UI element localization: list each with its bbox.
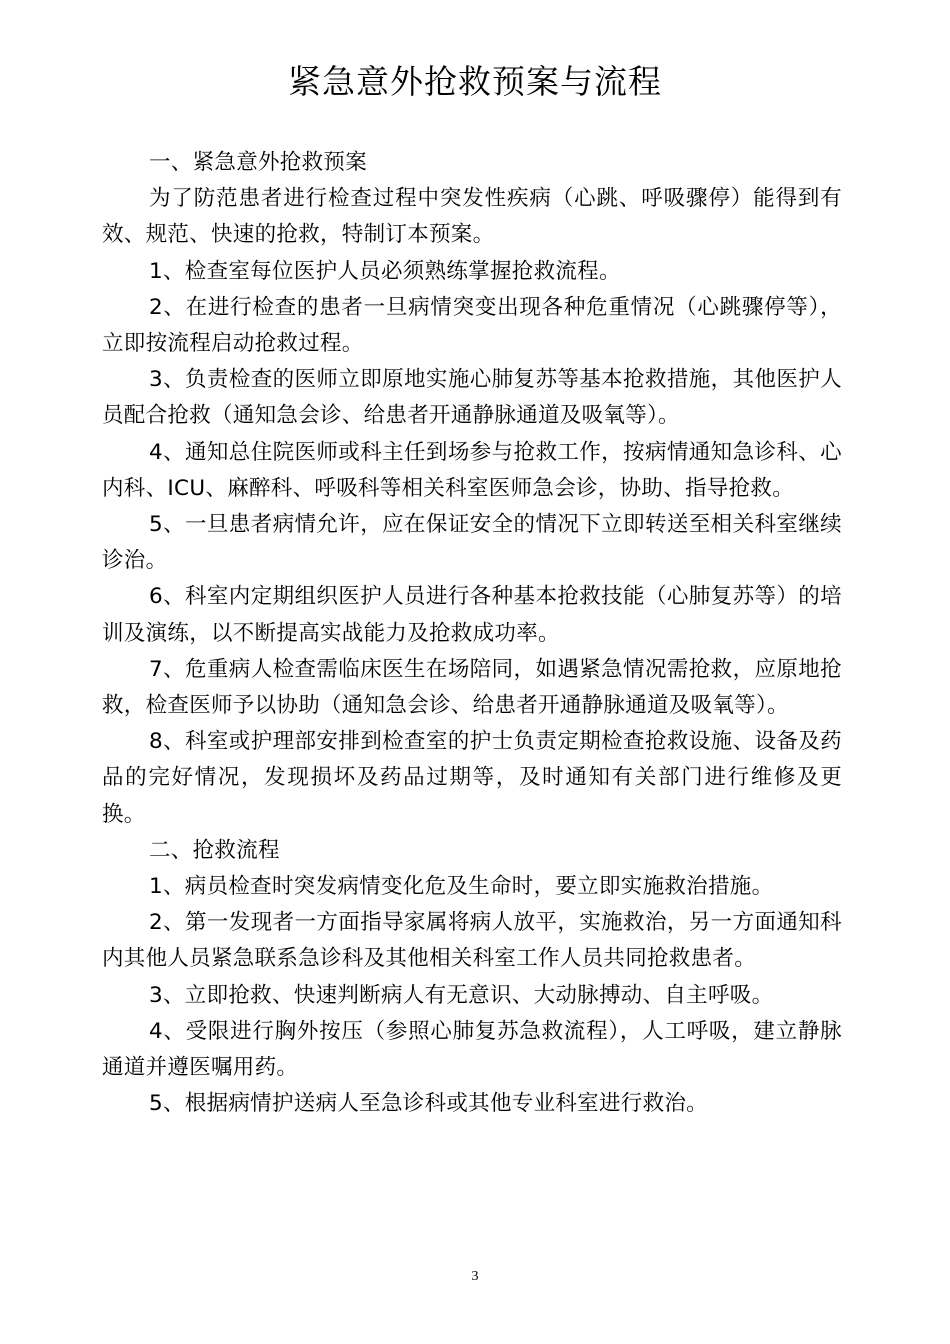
document-title: 紧急意外抢救预案与流程	[288, 62, 662, 101]
plan-item-2: 2、在进行检查的患者一旦病情突变出现各种危重情况（心跳骤停等），立即按流程启动抢救过程。	[102, 294, 842, 357]
plan-item-8: 8、科室或护理部安排到检查室的护士负责定期检查抢救设施、设备及药品的完好情况，发现损坏及药品过期等，及时通知有关部门进行维修及更换。	[102, 729, 842, 827]
plan-item-6: 6、科室内定期组织医护人员进行各种基本抢救技能（心肺复苏等）的培训及演练，以不断提高实战能力及抢救成功率。	[102, 584, 842, 646]
intro-paragraph: 为了防范患者进行检查过程中突发性疾病（心跳、呼吸骤停）能得到有效、规范、快速的抢救，特制订本预案。	[102, 186, 842, 248]
section-heading-plan: 一、紧急意外抢救预案	[149, 150, 368, 175]
section-heading-process: 二、抢救流程	[149, 837, 280, 863]
process-item-5: 5、根据病情护送病人至急诊科或其他专业科室进行救治。	[149, 1091, 708, 1117]
plan-item-4: 4、通知总住院医师或科主任到场参与抢救工作，按病情通知急诊科、心内科、ICU、麻醉科、呼吸科等相关科室医师急会诊，协助、指导抢救。	[102, 439, 842, 501]
process-item-3: 3、立即抢救、快速判断病人有无意识、大动脉搏动、自主呼吸。	[149, 982, 774, 1008]
process-item-4: 4、受限进行胸外按压（参照心肺复苏急救流程），人工呼吸，建立静脉通道并遵医嘱用药。	[102, 1018, 842, 1081]
process-item-1: 1、病员检查时突发病情变化危及生命时，要立即实施救治措施。	[149, 874, 774, 900]
plan-item-5: 5、一旦患者病情允许，应在保证安全的情况下立即转送至相关科室继续诊治。	[102, 512, 842, 574]
plan-item-3: 3、负责检查的医师立即原地实施心肺复苏等基本抢救措施，其他医护人员配合抢救（通知急会诊、给患者开通静脉通道及吸氧等）。	[102, 367, 842, 429]
plan-item-7: 7、危重病人检查需临床医生在场陪同，如遇紧急情况需抢救，应原地抢救，检查医师予以协助（通知急会诊、给患者开通静脉通道及吸氧等）。	[102, 656, 842, 719]
process-item-2: 2、第一发现者一方面指导家属将病人放平，实施救治，另一方面通知科内其他人员紧急联系急诊科及其他相关科室工作人员共同抢救患者。	[102, 910, 842, 972]
document-body	[102, 145, 842, 1122]
page-number: 3	[471, 1269, 479, 1284]
plan-item-1: 1、检查室每位医护人员必须熟练掌握抢救流程。	[149, 258, 621, 284]
